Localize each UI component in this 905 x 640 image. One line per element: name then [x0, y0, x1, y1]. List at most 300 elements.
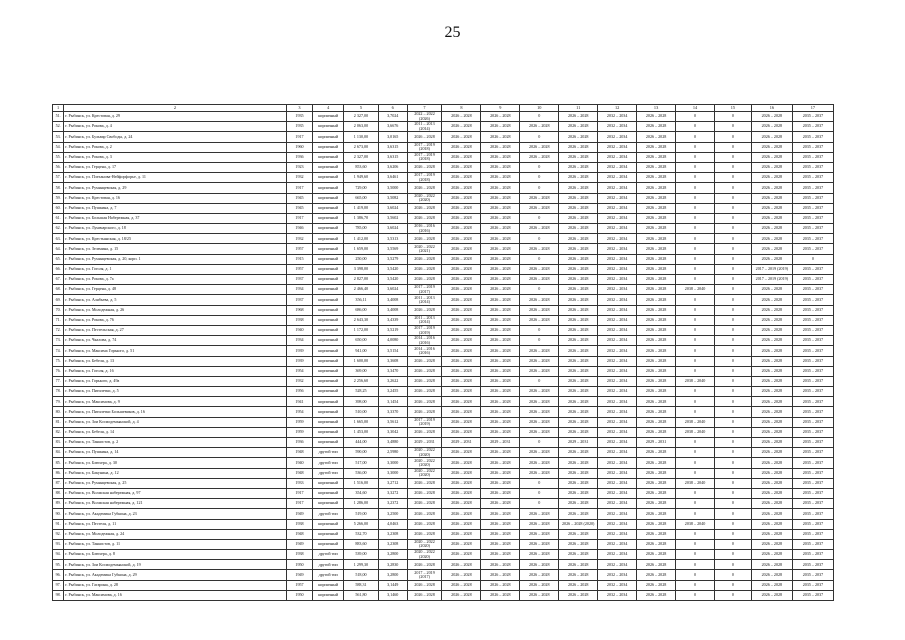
cell-text: 2017 – 2019 (2018): [414, 142, 435, 152]
table-cell: 0: [714, 376, 751, 386]
table-cell: кирпичный: [313, 122, 344, 132]
address-cell: г. Рыбинск, ул. Луначарского, д. 18: [64, 224, 286, 234]
table-cell: 2026 – 2028: [559, 346, 598, 356]
table-cell: [559, 519, 598, 529]
table-cell: 3 398,00: [344, 264, 379, 274]
table-cell: 0: [714, 427, 751, 437]
table-cell: 0: [714, 234, 751, 244]
table-cell: 2026 – 2028: [637, 112, 676, 122]
address-cell: г. Рыбинск, ул. Плеханова-Нейфорфорье, д. 11: [64, 173, 286, 183]
table-cell: 2032 – 2034: [598, 193, 637, 203]
row-number-cell: 72.: [53, 325, 64, 335]
table-cell: 2032 – 2034: [598, 346, 637, 356]
table-cell: 2032 – 2034: [598, 417, 637, 427]
address-cell: г. Рыбинск, ул. Максимова, д. 9: [64, 397, 286, 407]
table-cell: 3,5082: [378, 193, 407, 203]
table-cell: 1937: [286, 295, 313, 305]
table-cell: 2026 – 2028: [520, 550, 559, 560]
table-cell: 2035 – 2037: [792, 580, 833, 590]
table-cell: 2038 – 2040: [676, 519, 715, 529]
table-cell: 2026 – 2028: [637, 539, 676, 549]
table-cell: кирпичный: [313, 590, 344, 600]
table-cell: 2026 – 2028: [559, 112, 598, 122]
table-cell: 2026 – 2028: [442, 315, 481, 325]
address-cell: г. Рыбинск, ул. Зеленина, д. 15: [64, 244, 286, 254]
table-cell: 3,3042: [378, 427, 407, 437]
table-cell: 2026 – 2028: [481, 264, 520, 274]
table-cell: 2029 – 2031: [481, 438, 520, 448]
table-cell: 0: [714, 488, 751, 498]
table-cell: 2026 – 2028: [751, 570, 792, 580]
table-cell: кирпичный: [313, 264, 344, 274]
table-row: [53, 509, 834, 519]
table-row: [53, 336, 834, 346]
table-cell: 2026 – 2028: [407, 132, 442, 142]
table-cell: кирпичный: [313, 193, 344, 203]
table-cell: 2035 – 2037: [792, 213, 833, 223]
table-cell: кирпичный: [313, 142, 344, 152]
table-cell: кирпичный: [313, 366, 344, 376]
header-cell: 13: [637, 105, 676, 112]
address-cell: г. Рыбинск, ул. Бебеля, д. 13: [64, 356, 286, 366]
row-number-cell: 76.: [53, 366, 64, 376]
table-cell: 2026 – 2028: [559, 529, 598, 539]
row-number-cell: 66.: [53, 264, 64, 274]
table-cell: 2032 – 2034: [598, 234, 637, 244]
table-cell: 2026 – 2028: [559, 275, 598, 285]
table-cell: 2026 – 2028: [751, 529, 792, 539]
table-cell: 0: [714, 264, 751, 274]
page-number: 25: [444, 24, 461, 41]
cell-text: 2020 – 2022 (2021): [414, 243, 435, 254]
table-cell: 0: [714, 580, 751, 590]
table-cell: 2026 – 2028: [481, 550, 520, 560]
cell-text: 2017 – 2019 (2019): [755, 276, 789, 282]
table-cell: [407, 468, 442, 478]
cell-text: 2026 – 2028 (2020): [562, 520, 595, 526]
table-cell: 2026 – 2028: [751, 458, 792, 468]
table-cell: 2026 – 2028: [637, 173, 676, 183]
table-cell: 1948: [286, 448, 313, 458]
table-cell: 2026 – 2028: [407, 580, 442, 590]
table-cell: 2026 – 2028: [481, 366, 520, 376]
table-cell: [407, 295, 442, 305]
table-cell: [751, 264, 792, 274]
table-cell: кирпичный: [313, 346, 344, 356]
table-cell: 0: [676, 550, 715, 560]
table-cell: 2026 – 2028: [751, 438, 792, 448]
table-row: [53, 570, 834, 580]
table-cell: кирпичный: [313, 244, 344, 254]
table-cell: 0: [714, 417, 751, 427]
table-cell: 2032 – 2034: [598, 152, 637, 162]
table-cell: 2032 – 2034: [598, 183, 637, 193]
table-cell: 2026 – 2028: [520, 570, 559, 580]
table-cell: 2026 – 2028: [442, 173, 481, 183]
table-cell: 3,6024: [378, 203, 407, 213]
table-cell: кирпичный: [313, 285, 344, 295]
table-cell: 2035 – 2037: [792, 122, 833, 132]
table-row: [53, 112, 834, 122]
cell-text: 2011 – 2013 (2014): [414, 315, 435, 325]
table-cell: 2026 – 2028: [442, 499, 481, 509]
table-cell: 0: [676, 183, 715, 193]
table-cell: 2026 – 2028: [751, 254, 792, 264]
table-cell: 0: [714, 407, 751, 417]
table-cell: 2026 – 2028: [559, 142, 598, 152]
table-cell: 2026 – 2028: [407, 387, 442, 397]
table-cell: [407, 285, 442, 295]
table-cell: 2035 – 2037: [792, 407, 833, 417]
table-cell: 1956: [286, 387, 313, 397]
table-cell: 2026 – 2028: [520, 387, 559, 397]
table-cell: 2026 – 2028: [407, 234, 442, 244]
table-cell: 2026 – 2028: [559, 234, 598, 244]
address-cell: г. Рыбинск, ул. Бульвар Свободы, д. 24: [64, 132, 286, 142]
table-cell: 2026 – 2028: [637, 213, 676, 223]
table-cell: 2026 – 2028: [481, 183, 520, 193]
table-cell: 2026 – 2028: [481, 275, 520, 285]
table-cell: 2029 – 2031: [559, 438, 598, 448]
table-cell: 2 327,00: [344, 152, 379, 162]
table-cell: [407, 224, 442, 234]
table-cell: 2032 – 2034: [598, 264, 637, 274]
table-cell: 2026 – 2028: [407, 427, 442, 437]
table-cell: 3,5612: [378, 417, 407, 427]
table-cell: 0: [676, 254, 715, 264]
table-cell: 2026 – 2028: [751, 417, 792, 427]
table-cell: 2026 – 2028: [520, 122, 559, 132]
table-cell: 1950: [286, 590, 313, 600]
table-cell: 1948: [286, 529, 313, 539]
table-cell: 2026 – 2028: [637, 550, 676, 560]
table-cell: 2026 – 2028: [407, 305, 442, 315]
table-cell: 2026 – 2028: [637, 366, 676, 376]
row-number-cell: 51.: [53, 112, 64, 122]
table-row: [53, 397, 834, 407]
table-cell: 2026 – 2028: [637, 387, 676, 397]
cell-text: 2017 – 2019 (2019): [414, 417, 435, 427]
table-cell: 0: [676, 458, 715, 468]
table-cell: кирпичный: [313, 295, 344, 305]
table-cell: 1954: [286, 407, 313, 417]
address-cell: г. Рыбинск, ул. Блюхера, д. 8: [64, 550, 286, 560]
table-cell: 2026 – 2028: [481, 254, 520, 264]
address-cell: г. Рыбинск, ул. Крестьянская, д. 18/25: [64, 234, 286, 244]
table-cell: 2026 – 2028: [407, 519, 442, 529]
table-cell: кирпичный: [313, 397, 344, 407]
table-cell: 2026 – 2028: [559, 193, 598, 203]
table-cell: 0: [714, 193, 751, 203]
table-row: [53, 376, 834, 386]
table-cell: 2035 – 2037: [792, 193, 833, 203]
table-cell: 0: [520, 438, 559, 448]
table-cell: 2035 – 2037: [792, 234, 833, 244]
table-cell: 2035 – 2037: [792, 173, 833, 183]
table-cell: 2026 – 2028: [481, 539, 520, 549]
table-cell: 2026 – 2028: [559, 427, 598, 437]
address-cell: г. Рыбинск, ул. Пестельская, д. 27: [64, 325, 286, 335]
row-number-cell: 57.: [53, 173, 64, 183]
address-cell: г. Рыбинск, ул. Румянцевская, д. 29: [64, 183, 286, 193]
table-cell: [407, 417, 442, 427]
table-cell: 0: [714, 468, 751, 478]
address-cell: г. Рыбинск, ул. Герцена, д. 17: [64, 162, 286, 172]
table-cell: 0: [714, 305, 751, 315]
table-cell: 0: [676, 356, 715, 366]
table-row: [53, 478, 834, 488]
address-cell: г. Рыбинск, ул. Танкистов, д. 11: [64, 539, 286, 549]
table-cell: 2026 – 2028: [442, 193, 481, 203]
table-cell: 2026 – 2028: [520, 305, 559, 315]
table-cell: 2026 – 2028: [637, 162, 676, 172]
table-cell: 2026 – 2028: [442, 336, 481, 346]
table-cell: 2026 – 2028: [520, 346, 559, 356]
cell-text: 2017 – 2019 (2017): [414, 569, 435, 580]
table-cell: 2026 – 2028: [442, 325, 481, 335]
table-cell: 2026 – 2028: [751, 509, 792, 519]
table-cell: 0: [714, 499, 751, 509]
table-cell: 1950: [286, 560, 313, 570]
table-cell: 3,6024: [378, 285, 407, 295]
table-cell: 2026 – 2028: [407, 264, 442, 274]
table-cell: [407, 315, 442, 325]
row-number-cell: 64.: [53, 244, 64, 254]
table-cell: [407, 112, 442, 122]
address-cell: г. Рыбинск, ул. Рокова, д. 3: [64, 152, 286, 162]
table-cell: 0: [714, 203, 751, 213]
table-cell: 3,5219: [378, 325, 407, 335]
table-cell: 883,60: [344, 539, 379, 549]
table-cell: кирпичный: [313, 376, 344, 386]
table-row: [53, 193, 834, 203]
table-cell: 2026 – 2028: [751, 539, 792, 549]
table-cell: 510,00: [344, 407, 379, 417]
table-cell: 0: [520, 325, 559, 335]
address-cell: г. Рыбинск, ул. Рокова, д. 76: [64, 315, 286, 325]
table-cell: 0: [714, 275, 751, 285]
table-cell: 1960: [286, 142, 313, 152]
row-number-cell: 94.: [53, 550, 64, 560]
table-cell: 2026 – 2028: [481, 193, 520, 203]
table-cell: 2026 – 2028: [442, 244, 481, 254]
table-cell: 536,00: [344, 468, 379, 478]
table-cell: 2026 – 2028: [442, 417, 481, 427]
table-cell: 2026 – 2028: [559, 458, 598, 468]
table-cell: 0: [676, 152, 715, 162]
table-cell: 2032 – 2034: [598, 325, 637, 335]
table-cell: 5 266,00: [344, 519, 379, 529]
table-cell: 1937: [286, 275, 313, 285]
table-cell: 2032 – 2034: [598, 356, 637, 366]
table-cell: 2026 – 2028: [559, 152, 598, 162]
table-cell: 2026 – 2028: [637, 203, 676, 213]
address-cell: г. Рыбинск, ул. Волжская набережная, д. 97: [64, 488, 286, 498]
table-cell: 2026 – 2028: [520, 193, 559, 203]
table-cell: 3,3370: [378, 407, 407, 417]
table-cell: 2035 – 2037: [792, 417, 833, 427]
table-cell: 2026 – 2028: [520, 356, 559, 366]
table-cell: 2026 – 2028: [442, 275, 481, 285]
address-cell: г. Рыбинск, ул. Блюхера, д. 30: [64, 458, 286, 468]
table-row: [53, 224, 834, 234]
table-cell: 2026 – 2028: [637, 315, 676, 325]
table-cell: кирпичный: [313, 356, 344, 366]
table-cell: 2026 – 2028: [559, 132, 598, 142]
table-cell: 0: [714, 346, 751, 356]
table-cell: 2026 – 2028: [751, 356, 792, 366]
row-number-cell: 69.: [53, 295, 64, 305]
table-cell: 3,2622: [378, 376, 407, 386]
table-cell: 2026 – 2028: [751, 122, 792, 132]
table-cell: 2026 – 2028: [481, 244, 520, 254]
table-cell: 2026 – 2028: [637, 448, 676, 458]
row-number-cell: 75.: [53, 356, 64, 366]
row-number-cell: 83.: [53, 438, 64, 448]
table-cell: кирпичный: [313, 499, 344, 509]
table-cell: 2026 – 2028: [481, 590, 520, 600]
table-cell: 528,25: [344, 387, 379, 397]
table-cell: 3,5420: [378, 264, 407, 274]
table-cell: 2026 – 2028: [751, 244, 792, 254]
table-cell: 518,00: [344, 570, 379, 580]
table-cell: [407, 458, 442, 468]
row-number-cell: 61.: [53, 213, 64, 223]
table-cell: 2026 – 2028: [637, 152, 676, 162]
table-cell: 2026 – 2028: [637, 234, 676, 244]
row-number-cell: 87.: [53, 478, 64, 488]
table-cell: 2026 – 2028: [559, 336, 598, 346]
table-cell: 0: [676, 305, 715, 315]
table-cell: 0: [676, 499, 715, 509]
table-cell: 2026 – 2028: [481, 142, 520, 152]
row-number-cell: 70.: [53, 305, 64, 315]
table-cell: 2026 – 2028: [751, 132, 792, 142]
table-cell: 1 386,70: [344, 213, 379, 223]
table-cell: 0: [714, 550, 751, 560]
data-table: [52, 104, 834, 601]
table-cell: 2026 – 2028: [407, 529, 442, 539]
row-number-cell: 54.: [53, 142, 64, 152]
table-cell: 2026 – 2028: [481, 417, 520, 427]
table-cell: 2026 – 2028: [751, 142, 792, 152]
table-cell: 2026 – 2028: [442, 356, 481, 366]
table-cell: 0: [714, 519, 751, 529]
table-cell: 561,80: [344, 590, 379, 600]
table-cell: 2032 – 2034: [598, 580, 637, 590]
table-cell: 2035 – 2037: [792, 529, 833, 539]
table-cell: 1936: [286, 152, 313, 162]
table-cell: 2032 – 2034: [598, 427, 637, 437]
table-row: [53, 539, 834, 549]
table-cell: 2035 – 2037: [792, 570, 833, 580]
table-cell: 2026 – 2028: [751, 448, 792, 458]
cell-text: 2011 – 2013 (2014): [414, 121, 435, 131]
table-cell: 1949: [286, 509, 313, 519]
table-cell: 1 600,00: [344, 356, 379, 366]
table-cell: 2026 – 2028: [442, 387, 481, 397]
table-cell: 2026 – 2028: [751, 112, 792, 122]
table-cell: 2035 – 2037: [792, 203, 833, 213]
table-cell: 2026 – 2028: [481, 427, 520, 437]
row-number-cell: 73.: [53, 336, 64, 346]
table-cell: 2032 – 2034: [598, 529, 637, 539]
table-cell: 2026 – 2028: [481, 173, 520, 183]
row-number-cell: 81.: [53, 417, 64, 427]
table-cell: 2035 – 2037: [792, 499, 833, 509]
table-cell: [751, 275, 792, 285]
table-cell: 2035 – 2037: [792, 366, 833, 376]
table-cell: кирпичный: [313, 438, 344, 448]
table-cell: 2026 – 2028: [637, 132, 676, 142]
table-cell: 2026 – 2028: [751, 580, 792, 590]
table-cell: [407, 570, 442, 580]
table-cell: 2026 – 2028: [559, 285, 598, 295]
table-cell: 0: [676, 468, 715, 478]
table-cell: 2026 – 2028: [559, 183, 598, 193]
table-cell: 2026 – 2028: [442, 366, 481, 376]
address-cell: г. Рыбинск, ул. Горького, д. 49а: [64, 376, 286, 386]
table-cell: 2026 – 2028: [481, 285, 520, 295]
table-row: [53, 560, 834, 570]
address-cell: г. Рыбинск, ул. Герцена, д. 48: [64, 285, 286, 295]
table-cell: 2026 – 2028: [559, 305, 598, 315]
table-cell: 2026 – 2028: [751, 162, 792, 172]
table-cell: 2026 – 2028: [559, 417, 598, 427]
table-cell: 2 327,00: [344, 112, 379, 122]
table-cell: 3,2455: [378, 387, 407, 397]
table-cell: 2026 – 2028: [481, 387, 520, 397]
table-cell: 2026 – 2028: [559, 295, 598, 305]
table-cell: 2026 – 2028: [637, 285, 676, 295]
table-cell: 2026 – 2028: [442, 550, 481, 560]
table-cell: 2 256,60: [344, 376, 379, 386]
table-cell: 2026 – 2028: [407, 560, 442, 570]
table-cell: 2035 – 2037: [792, 438, 833, 448]
table-cell: 1 130,00: [344, 132, 379, 142]
table-cell: 2026 – 2028: [637, 570, 676, 580]
table-cell: 2026 – 2028: [751, 173, 792, 183]
table-cell: 2026 – 2028: [559, 539, 598, 549]
address-cell: г. Рыбинск, ул. Пушкина, д. 14: [64, 448, 286, 458]
table-cell: 0: [714, 244, 751, 254]
table-cell: 2026 – 2028: [559, 499, 598, 509]
table-cell: 1948: [286, 468, 313, 478]
table-cell: кирпичный: [313, 203, 344, 213]
table-cell: 0: [676, 509, 715, 519]
table-cell: 2026 – 2028: [559, 213, 598, 223]
table-cell: 1938: [286, 519, 313, 529]
table-cell: 1915: [286, 254, 313, 264]
row-number-cell: 88.: [53, 488, 64, 498]
table-cell: 532,70: [344, 529, 379, 539]
table-cell: 686,00: [344, 305, 379, 315]
table-cell: 2032 – 2034: [598, 305, 637, 315]
table-cell: 0: [520, 213, 559, 223]
table-cell: 0: [714, 356, 751, 366]
table-cell: кирпичный: [313, 478, 344, 488]
table-cell: 2026 – 2028: [481, 315, 520, 325]
table-cell: 0: [714, 397, 751, 407]
table-cell: 2026 – 2028: [442, 590, 481, 600]
header-cell: 14: [676, 105, 715, 112]
table-cell: 2032 – 2034: [598, 448, 637, 458]
table-cell: 2026 – 2028: [637, 376, 676, 386]
cell-text: 2014 – 2016 (2016): [414, 335, 435, 345]
cell-text: 2017 – 2019 (2019): [414, 325, 435, 335]
table-cell: 1932: [286, 173, 313, 183]
table-cell: 2026 – 2028: [481, 234, 520, 244]
